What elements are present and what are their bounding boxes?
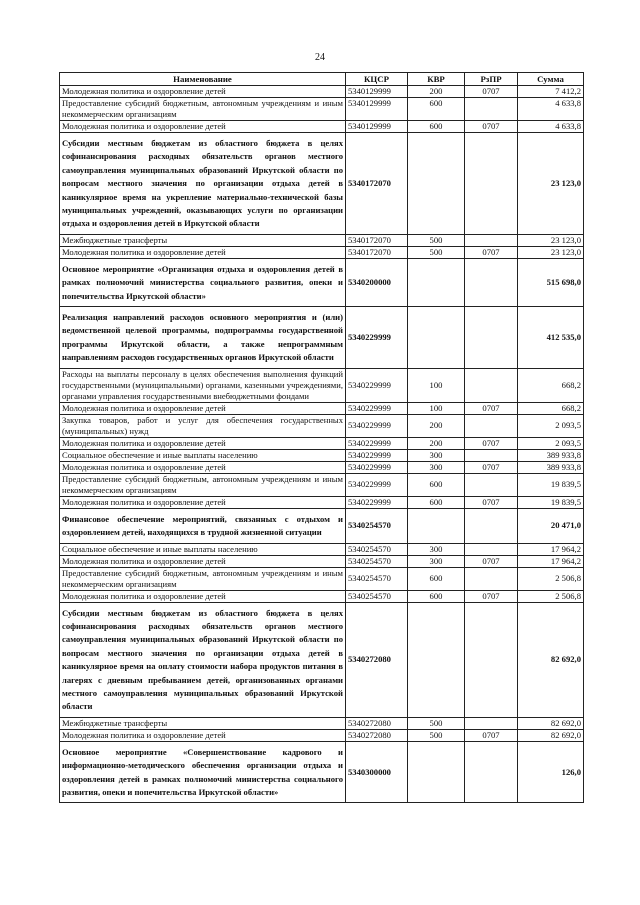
cell-sum: 82 692,0 <box>518 729 584 741</box>
cell-rzpr <box>465 602 518 717</box>
cell-code: 5340129999 <box>346 121 408 133</box>
cell-kvr: 600 <box>408 567 465 590</box>
cell-name: Социальное обеспечение и иные выплаты населению <box>60 449 346 461</box>
cell-kvr <box>408 258 465 306</box>
cell-code: 5340229999 <box>346 368 408 402</box>
cell-rzpr: 0707 <box>465 461 518 473</box>
cell-code: 5340229999 <box>346 307 408 369</box>
header-rzpr: РзПР <box>465 73 518 86</box>
cell-kvr: 500 <box>408 246 465 258</box>
table-row <box>60 437 584 449</box>
table-row <box>60 590 584 602</box>
table-row <box>60 258 584 306</box>
table-row <box>60 402 584 414</box>
cell-sum: 668,2 <box>518 368 584 402</box>
cell-rzpr: 0707 <box>465 86 518 98</box>
cell-code: 5340272080 <box>346 729 408 741</box>
cell-rzpr: 0707 <box>465 121 518 133</box>
cell-rzpr <box>465 717 518 729</box>
cell-kvr <box>408 307 465 369</box>
cell-code: 5340300000 <box>346 741 408 803</box>
cell-sum: 2 506,8 <box>518 590 584 602</box>
cell-kvr: 600 <box>408 473 465 496</box>
table-row <box>60 86 584 98</box>
cell-kvr: 100 <box>408 368 465 402</box>
table-row <box>60 133 584 235</box>
cell-kvr: 200 <box>408 437 465 449</box>
cell-name: Молодежная политика и оздоровление детей <box>60 590 346 602</box>
cell-kvr: 300 <box>408 461 465 473</box>
cell-kvr: 600 <box>408 121 465 133</box>
cell-sum: 668,2 <box>518 402 584 414</box>
cell-rzpr <box>465 133 518 235</box>
cell-sum: 19 839,5 <box>518 473 584 496</box>
cell-name: Финансовое обеспечение мероприятий, связанных с отдыхом и оздоровлением детей, находящихся в трудной жизненной ситуации <box>60 508 346 543</box>
cell-name: Предоставление субсидий бюджетным, автономным учреждениям и иным некоммерческим организациям <box>60 567 346 590</box>
cell-rzpr <box>465 473 518 496</box>
cell-rzpr <box>465 543 518 555</box>
cell-kvr: 500 <box>408 234 465 246</box>
cell-code: 5340254570 <box>346 567 408 590</box>
cell-rzpr: 0707 <box>465 246 518 258</box>
cell-name: Социальное обеспечение и иные выплаты населению <box>60 543 346 555</box>
cell-kvr: 600 <box>408 98 465 121</box>
cell-name: Закупка товаров, работ и услуг для обеспечения государственных (муниципальных) нужд <box>60 414 346 437</box>
table-row <box>60 307 584 369</box>
cell-name: Молодежная политика и оздоровление детей <box>60 86 346 98</box>
cell-code: 5340129999 <box>346 98 408 121</box>
cell-sum: 82 692,0 <box>518 602 584 717</box>
table-row <box>60 555 584 567</box>
table-row <box>60 602 584 717</box>
cell-sum: 23 123,0 <box>518 246 584 258</box>
cell-kvr: 300 <box>408 555 465 567</box>
cell-sum: 2 506,8 <box>518 567 584 590</box>
cell-name: Молодежная политика и оздоровление детей <box>60 555 346 567</box>
cell-rzpr: 0707 <box>465 496 518 508</box>
cell-rzpr <box>465 234 518 246</box>
table-row <box>60 508 584 543</box>
header-name: Наименование <box>60 73 346 86</box>
header-sum: Сумма <box>518 73 584 86</box>
cell-rzpr <box>465 567 518 590</box>
cell-code: 5340254570 <box>346 543 408 555</box>
cell-kvr <box>408 741 465 803</box>
cell-rzpr: 0707 <box>465 590 518 602</box>
cell-kvr: 500 <box>408 717 465 729</box>
cell-rzpr: 0707 <box>465 402 518 414</box>
cell-kvr: 200 <box>408 414 465 437</box>
cell-name: Субсидии местным бюджетам из областного бюджета в целях софинансирования расходных обязательств органов местного самоуправления муниципальных образований Иркутской области по вопросам местного значения по организации отдыха детей в каникулярное время на укрепление материально-технической базы муниципальных учреждений, оказывающих услуги по организации отдыха и оздоровления детей в Иркутской области <box>60 133 346 235</box>
cell-name: Расходы на выплаты персоналу в целях обеспечения выполнения функций государственными (муниципальными) органами, казенными учреждениями, органами управления государственными внебюджетными фондами <box>60 368 346 402</box>
cell-sum: 4 633,8 <box>518 121 584 133</box>
cell-kvr: 300 <box>408 449 465 461</box>
cell-rzpr: 0707 <box>465 437 518 449</box>
cell-code: 5340129999 <box>346 86 408 98</box>
budget-table <box>59 72 584 803</box>
cell-code: 5340272080 <box>346 602 408 717</box>
cell-kvr: 100 <box>408 402 465 414</box>
table-row <box>60 496 584 508</box>
table-row <box>60 414 584 437</box>
cell-sum: 515 698,0 <box>518 258 584 306</box>
cell-name: Субсидии местным бюджетам из областного бюджета в целях софинансирования расходных обязательств органов местного самоуправления муниципальных образований Иркутской области по вопросам местного значения по организации отдыха детей в каникулярное время на оплату стоимости набора продуктов питания в лагерях с дневным пребыванием детей, организованных органами местного самоуправления муниципальных образований Иркутской области <box>60 602 346 717</box>
header-code: КЦСР <box>346 73 408 86</box>
cell-code: 5340229999 <box>346 496 408 508</box>
cell-sum: 23 123,0 <box>518 133 584 235</box>
cell-code: 5340254570 <box>346 590 408 602</box>
cell-sum: 389 933,8 <box>518 449 584 461</box>
cell-kvr: 600 <box>408 590 465 602</box>
table-row <box>60 234 584 246</box>
table-row <box>60 98 584 121</box>
table-row <box>60 729 584 741</box>
table-row <box>60 567 584 590</box>
cell-rzpr <box>465 414 518 437</box>
table-row <box>60 121 584 133</box>
table-row <box>60 368 584 402</box>
cell-name: Молодежная политика и оздоровление детей <box>60 246 346 258</box>
cell-name: Предоставление субсидий бюджетным, автономным учреждениям и иным некоммерческим организациям <box>60 98 346 121</box>
cell-code: 5340254570 <box>346 555 408 567</box>
cell-code: 5340229999 <box>346 473 408 496</box>
table-row <box>60 246 584 258</box>
cell-sum: 17 964,2 <box>518 555 584 567</box>
cell-rzpr <box>465 258 518 306</box>
table-row <box>60 543 584 555</box>
cell-code: 5340229999 <box>346 437 408 449</box>
cell-rzpr <box>465 449 518 461</box>
cell-sum: 17 964,2 <box>518 543 584 555</box>
cell-kvr: 500 <box>408 729 465 741</box>
cell-kvr <box>408 602 465 717</box>
table-header-row <box>60 73 584 86</box>
table-row <box>60 741 584 803</box>
cell-sum: 20 471,0 <box>518 508 584 543</box>
table-row <box>60 717 584 729</box>
cell-name: Молодежная политика и оздоровление детей <box>60 437 346 449</box>
cell-code: 5340172070 <box>346 234 408 246</box>
cell-rzpr <box>465 98 518 121</box>
cell-kvr <box>408 508 465 543</box>
cell-name: Межбюджетные трансферты <box>60 717 346 729</box>
cell-sum: 126,0 <box>518 741 584 803</box>
cell-sum: 23 123,0 <box>518 234 584 246</box>
cell-rzpr <box>465 508 518 543</box>
cell-code: 5340200000 <box>346 258 408 306</box>
cell-name: Основное мероприятие «Организация отдыха и оздоровления детей в рамках полномочий министерства социального развития, опеки и попечительства Иркутской области» <box>60 258 346 306</box>
cell-name: Молодежная политика и оздоровление детей <box>60 461 346 473</box>
cell-code: 5340229999 <box>346 402 408 414</box>
cell-sum: 2 093,5 <box>518 437 584 449</box>
cell-code: 5340229999 <box>346 449 408 461</box>
page-number: 24 <box>315 52 325 63</box>
cell-kvr: 600 <box>408 496 465 508</box>
cell-name: Молодежная политика и оздоровление детей <box>60 729 346 741</box>
cell-code: 5340272080 <box>346 717 408 729</box>
cell-rzpr <box>465 307 518 369</box>
cell-code: 5340172070 <box>346 246 408 258</box>
cell-sum: 4 633,8 <box>518 98 584 121</box>
cell-sum: 389 933,8 <box>518 461 584 473</box>
table-row <box>60 449 584 461</box>
cell-sum: 2 093,5 <box>518 414 584 437</box>
cell-rzpr: 0707 <box>465 729 518 741</box>
cell-code: 5340172070 <box>346 133 408 235</box>
cell-code: 5340229999 <box>346 414 408 437</box>
cell-name: Молодежная политика и оздоровление детей <box>60 402 346 414</box>
cell-rzpr <box>465 368 518 402</box>
cell-code: 5340254570 <box>346 508 408 543</box>
cell-sum: 19 839,5 <box>518 496 584 508</box>
cell-sum: 82 692,0 <box>518 717 584 729</box>
cell-rzpr: 0707 <box>465 555 518 567</box>
cell-name: Основное мероприятие «Совершенствование кадрового и информационно-методического обеспечения организации отдыха и оздоровления детей в рамках полномочий министерства социального развития, опеки и попечительства Иркутской области» <box>60 741 346 803</box>
cell-name: Предоставление субсидий бюджетным, автономным учреждениям и иным некоммерческим организациям <box>60 473 346 496</box>
cell-kvr: 200 <box>408 86 465 98</box>
cell-sum: 412 535,0 <box>518 307 584 369</box>
cell-name: Молодежная политика и оздоровление детей <box>60 121 346 133</box>
cell-sum: 7 412,2 <box>518 86 584 98</box>
cell-code: 5340229999 <box>346 461 408 473</box>
cell-name: Межбюджетные трансферты <box>60 234 346 246</box>
header-kvr: КВР <box>408 73 465 86</box>
table-row <box>60 473 584 496</box>
cell-name: Реализация направлений расходов основного мероприятия и (или) ведомственной целевой программы, подпрограммы государственной программы Иркутской области, а также непрограммным направлениям расходов государственных органов Иркутской области <box>60 307 346 369</box>
cell-name: Молодежная политика и оздоровление детей <box>60 496 346 508</box>
cell-kvr <box>408 133 465 235</box>
cell-kvr: 300 <box>408 543 465 555</box>
cell-rzpr <box>465 741 518 803</box>
table-row <box>60 461 584 473</box>
